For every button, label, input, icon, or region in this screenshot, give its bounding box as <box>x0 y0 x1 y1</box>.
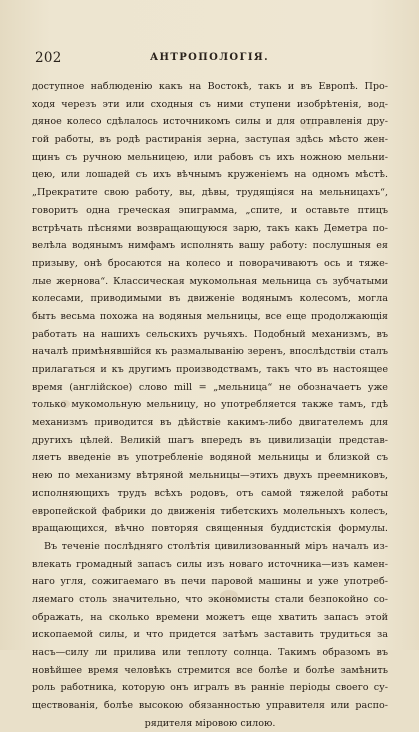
text-line: только мукомольную мельницу, но употребляется также тамъ, гдѣ <box>32 399 388 411</box>
text-line: работать на нашихъ сельскихъ ручьяхъ. Подобный механизмъ, въ <box>32 328 388 340</box>
text-line: ископаемой силы, и что придется затѣмъ заставить трудиться за <box>32 629 388 641</box>
text-line: время (англійское) слово mill = „мельница“ не обозначаетъ уже <box>32 381 388 393</box>
page-number: 202 <box>35 50 62 66</box>
text-line: быть весьма похожа на водяныя мельницы, все еще продолжающія <box>32 310 388 322</box>
page-header <box>35 50 384 66</box>
text-line: прилагаться и къ другимъ производствамъ, такъ что въ настоящее <box>32 364 388 375</box>
text-line: ображать, на сколько времени можетъ еще хватить запасъ этой <box>32 611 388 623</box>
text-line: щинъ съ ручною мельницею, или рабовъ съ ихъ ножною мельни- <box>32 151 388 163</box>
text-line: Въ теченіе послѣдняго столѣтія цивилизованный міръ началъ из- <box>44 540 388 552</box>
text-line: встрѣчать пѣснями возвращающуюся зарю, такъ какъ Деметра по- <box>32 222 388 234</box>
text-line: цею, или лошадей съ ихъ вѣчнымъ круженіемъ на одномъ мѣстѣ. <box>32 169 388 181</box>
text-line: рядителя міровою силою. <box>144 717 276 729</box>
text-line: исполняющихъ трудъ всѣхъ родовъ, отъ самой тяжелой работы <box>32 487 388 499</box>
text-line: дяное колесо сдѣлалось источникомъ силы и для отправленія дру- <box>32 116 388 128</box>
text-line: ходя черезъ эти или сходныя съ ними ступени изобрѣтенія, вод- <box>32 98 388 110</box>
running-head: АНТРОПОЛОГІЯ. <box>149 52 270 63</box>
text-line: говоритъ одна греческая эпиграмма, „спите, и оставьте птицъ <box>32 204 388 216</box>
text-line: началѣ примѣнявшійся къ размалыванію зеренъ, впослѣдствіи сталъ <box>32 346 388 358</box>
text-line: лые жернова“. Классическая мукомольная мельница съ зубчатыми <box>32 275 388 287</box>
text-line: вращающихся, вѣчно повторяя священныя буддистскія формулы. <box>32 523 388 535</box>
text-line: новѣйшее время человѣкъ стремится все болѣе и болѣе замѣнить <box>32 664 388 676</box>
text-line: другихъ цѣлей. Великій шагъ впередъ въ цивилизаціи представ- <box>32 434 388 446</box>
text-line: ществованія, болѣе высокою обязанностью управителя или распо- <box>32 700 388 712</box>
text-line: велѣла водянымъ нимфамъ исполнять вашу работу: послушныя ея <box>32 240 388 252</box>
text-line: влекать громадный запасъ силы изъ новаго источника—изъ камен- <box>32 558 388 570</box>
text-line: нею по механизму вѣтряной мельницы—этихъ двухъ преемниковъ, <box>32 470 388 482</box>
text-line: ляетъ введеніе въ употребленіе водяной мельницы и близкой съ <box>32 452 388 464</box>
text-line: гой работы, въ родѣ растиранія зерна, заступая здѣсь мѣсто жен- <box>32 134 388 146</box>
text-line: роль работника, которую онъ игралъ въ ранніе періоды своего су- <box>32 682 388 694</box>
text-line: доступное наблюденію какъ на Востокѣ, такъ и въ Европѣ. Про- <box>32 81 388 92</box>
text-line: „Прекратите свою работу, вы, дѣвы, трудящіяся на мельницахъ“, <box>32 187 388 199</box>
body-text <box>32 78 388 732</box>
text-line: колесами, приводимыми въ движеніе водянымъ колесомъ, могла <box>32 293 388 305</box>
text-line: ляемаго столь значительно, что экономисты стали безпокойно со- <box>32 593 388 605</box>
text-line: насъ—силу ли прилива или теплоту солнца. Такимъ образомъ въ <box>32 647 388 658</box>
text-line: наго угля, сожигаемаго въ печи паровой машины и уже употреб- <box>32 576 388 588</box>
text-line: европейской фабрики до движенія тибетскихъ молельныхъ колесъ, <box>32 505 388 517</box>
text-line: механизмъ приводится въ дѣйствіе какимъ-либо двигателемъ для <box>32 417 388 429</box>
text-line: призыву, онѣ бросаются на колесо и поворачиваютъ ось и тяже- <box>32 257 388 269</box>
